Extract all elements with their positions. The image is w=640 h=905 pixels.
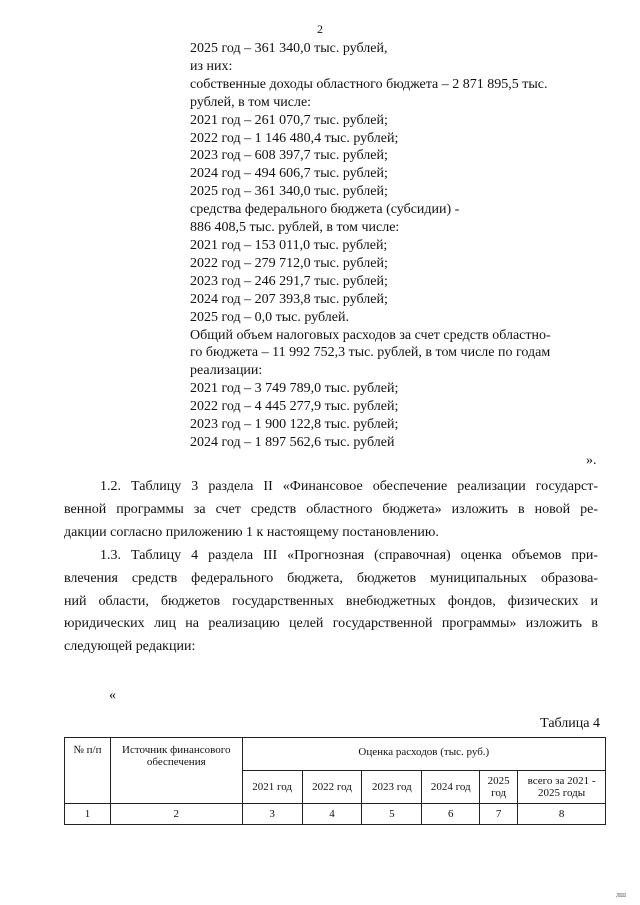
header-total: всего за 2021 - 2025 годы	[518, 771, 606, 804]
funding-line: 2025 год – 0,0 тыс. рублей.	[190, 309, 349, 325]
funding-line: 2022 год – 4 445 277,9 тыс. рублей;	[190, 399, 399, 415]
funding-line: средства федерального бюджета (субсидии) -	[190, 202, 460, 218]
funding-line: 2021 год – 3 749 789,0 тыс. рублей;	[190, 381, 399, 397]
table-4	[64, 737, 606, 825]
paragraph-1-3	[64, 545, 598, 659]
paragraph-line: венной программы за счет средств областного бюджета» изложить в новой ре-	[64, 501, 598, 517]
paragraph-line: ний области, бюджетов государственных внебюджетных фондов, физических и	[64, 593, 598, 609]
footer-mark: ЛШ	[615, 893, 626, 899]
header-year: 2025 год	[480, 771, 518, 804]
paragraph-line: 1.2. Таблицу 3 раздела II «Финансовое обеспечение реализации государст-	[100, 479, 598, 494]
header-estimate: Оценка расходов (тыс. руб.)	[242, 738, 605, 771]
funding-line: реализации:	[190, 363, 263, 379]
numbering-cell: 8	[518, 804, 606, 825]
funding-line: 2023 год – 608 397,7 тыс. рублей;	[190, 148, 388, 164]
funding-line: 886 408,5 тыс. рублей, в том числе:	[190, 220, 400, 236]
funding-line: Общий объем налоговых расходов за счет средств областно-	[190, 327, 551, 343]
page-number: 2	[317, 22, 323, 36]
header-source: Источник финансового обеспечения	[110, 738, 242, 804]
funding-line: 2022 год – 279 712,0 тыс. рублей;	[190, 255, 388, 271]
funding-line: из них:	[190, 58, 233, 74]
table-caption: Таблица 4	[540, 716, 600, 731]
funding-line: 2022 год – 1 146 480,4 тыс. рублей;	[190, 130, 399, 146]
funding-line: 2024 год – 207 393,8 тыс. рублей;	[190, 291, 388, 307]
paragraph-line: следующей редакции:	[64, 639, 196, 655]
closing-quote: ».	[586, 453, 597, 468]
opening-quote: «	[109, 688, 116, 703]
paragraph-line: дакции согласно приложению 1 к настоящему постановлению.	[64, 524, 439, 540]
header-num: № п/п	[65, 738, 111, 804]
numbering-cell: 1	[65, 804, 111, 825]
paragraph-line: 1.3. Таблицу 4 раздела III «Прогнозная (справочная) оценка объемов при-	[100, 548, 598, 563]
funding-line: 2023 год – 1 900 122,8 тыс. рублей;	[190, 417, 399, 433]
funding-line: го бюджета – 11 992 752,3 тыс. рублей, в том числе по годам	[190, 345, 551, 361]
funding-block	[190, 40, 610, 452]
funding-line: 2023 год – 246 291,7 тыс. рублей;	[190, 273, 388, 289]
funding-line: рублей, в том числе:	[190, 94, 312, 110]
numbering-cell: 7	[480, 804, 518, 825]
header-year: 2022 год	[302, 771, 362, 804]
numbering-cell: 2	[110, 804, 242, 825]
paragraph-line: влечения средств федерального бюджета, бюджетов муниципальных образова-	[64, 570, 598, 586]
numbering-cell: 4	[302, 804, 362, 825]
paragraph-1-2	[64, 476, 598, 544]
funding-line: 2024 год – 1 897 562,6 тыс. рублей	[190, 434, 395, 450]
numbering-cell: 3	[242, 804, 302, 825]
numbering-cell: 5	[362, 804, 422, 825]
numbering-cell: 6	[422, 804, 480, 825]
header-year: 2024 год	[422, 771, 480, 804]
funding-line: 2024 год – 494 606,7 тыс. рублей;	[190, 166, 388, 182]
funding-line: 2021 год – 261 070,7 тыс. рублей;	[190, 112, 388, 128]
header-year: 2023 год	[362, 771, 422, 804]
paragraph-line: юридических лиц на реализацию целей государственной программы» изложить в	[64, 616, 598, 632]
funding-line: собственные доходы областного бюджета – 2 871 895,5 тыс.	[190, 76, 548, 92]
funding-line: 2021 год – 153 011,0 тыс. рублей;	[190, 237, 388, 253]
funding-line: 2025 год – 361 340,0 тыс. рублей;	[190, 184, 388, 200]
header-year: 2021 год	[242, 771, 302, 804]
funding-line: 2025 год – 361 340,0 тыс. рублей,	[190, 41, 388, 56]
